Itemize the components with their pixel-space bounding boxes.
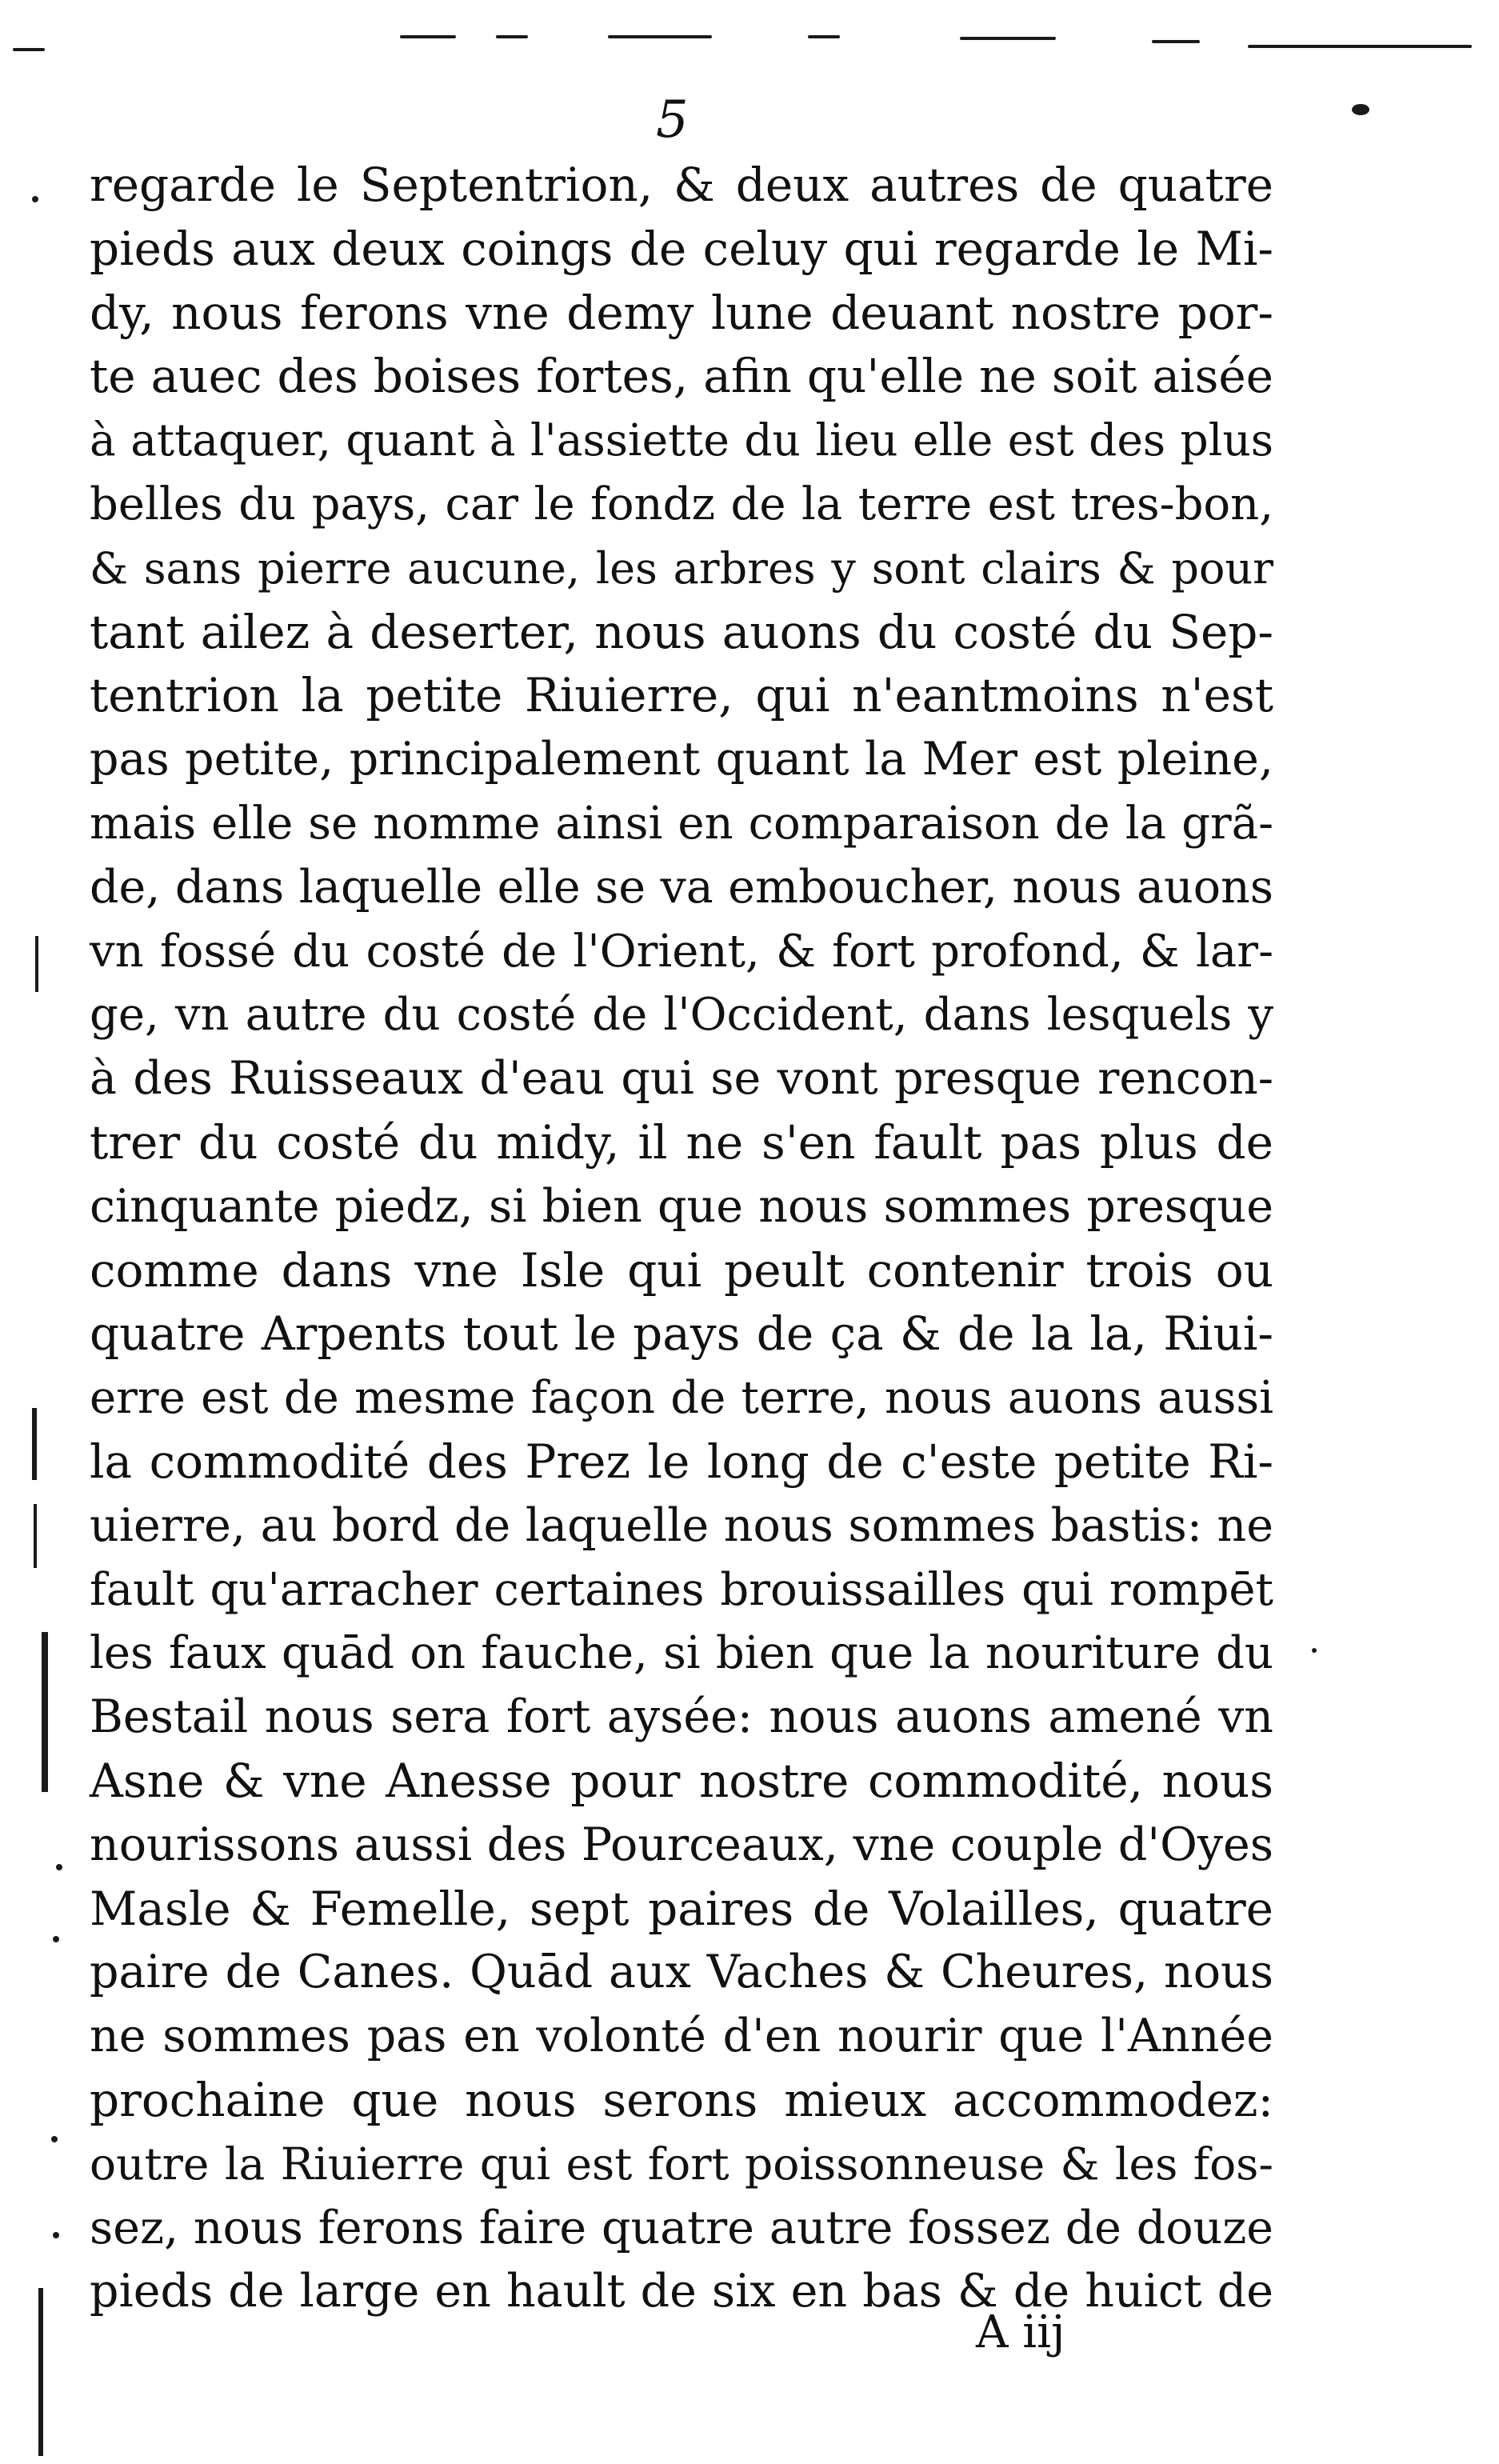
- text-line: ne sommes pas en volonté d'en nourir que l'Année: [90, 2010, 1273, 2063]
- scan-speck: [1352, 104, 1369, 115]
- scan-artifact-top-left: [13, 48, 45, 51]
- scan-speck: [53, 1936, 59, 1942]
- text-line: dy, nous ferons vne demy lune deuant nostre por-: [90, 285, 1273, 340]
- scan-speck: [51, 2136, 58, 2142]
- text-line: prochaine que nous serons mieux accommodez:: [90, 2072, 1273, 2127]
- text-line: à des Ruisseaux d'eau qui se vont presque rencon-: [90, 1052, 1273, 1106]
- text-line: la commodité des Prez le long de c'este petite Ri-: [90, 1434, 1273, 1489]
- scan-artifact-margin: [34, 1504, 37, 1568]
- text-line: Masle & Femelle, sept paires de Volailles, quatre: [90, 1881, 1273, 1936]
- text-line: Bestail nous sera fort aysée: nous auons amené vn: [90, 1690, 1273, 1744]
- text-line: à attaquer, quant à l'assiette du lieu elle est des plus: [90, 414, 1273, 466]
- text-line: comme dans vne Isle qui peult contenir trois ou: [90, 1242, 1273, 1298]
- page-body-text: [90, 154, 1273, 2324]
- text-line: regarde le Septentrion, & deux autres de quatre: [90, 158, 1273, 212]
- text-line: te auec des boises fortes, afin qu'elle ne soit aisée: [90, 349, 1273, 404]
- text-line: pas petite, principalement quant la Mer est pleine,: [90, 733, 1273, 786]
- scan-artifact-top-rule: [496, 35, 528, 38]
- scan-artifact-margin: [35, 936, 38, 992]
- scan-artifact-top-rule: [960, 37, 1056, 40]
- text-line: fault qu'arracher certaines brouissailles qui rompēt: [90, 1563, 1273, 1616]
- text-line: outre la Riuierre qui est fort poissonneuse & les fos-: [90, 2138, 1273, 2190]
- text-line: pieds aux deux coings de celuy qui regarde le Mi-: [90, 221, 1273, 276]
- scan-speck: [56, 1864, 62, 1870]
- scan-speck: [1312, 1648, 1317, 1653]
- text-line: uierre, au bord de laquelle nous sommes bastis: ne: [90, 1498, 1273, 1552]
- text-line: nourissons aussi des Pourceaux, vne couple d'Oyes: [90, 1818, 1273, 1871]
- scan-artifact-top-rule: [608, 35, 712, 38]
- scan-artifact-margin: [32, 1408, 37, 1480]
- text-line: cinquante piedz, si bien que nous sommes presque: [90, 1179, 1273, 1233]
- text-line: paire de Canes. Quād aux Vaches & Cheures, nous: [90, 1946, 1273, 1999]
- text-line: trer du costé du midy, il ne s'en fault pas plus de: [90, 1114, 1273, 1170]
- text-line: belles du pays, car le fondz de la terre est tres-bon,: [90, 478, 1273, 530]
- scan-artifact-margin: [38, 2288, 43, 2456]
- text-line: les faux quād on fauche, si bien que la nouriture du: [90, 1627, 1273, 1680]
- text-line: tentrion la petite Riuierre, qui n'eantmoins n'est: [90, 668, 1273, 723]
- scan-speck: [32, 196, 38, 202]
- scan-artifact-top-rule: [1152, 40, 1200, 43]
- text-line: pieds de large en hault de six en bas & de huict de: [90, 2265, 1273, 2318]
- text-line: & sans pierre aucune, les arbres y sont clairs & pour: [90, 542, 1273, 594]
- text-line: sez, nous ferons faire quatre autre fossez de douze: [90, 2201, 1273, 2254]
- text-line: Asne & vne Anesse pour nostre commodité, nous: [90, 1753, 1273, 1808]
- scan-artifact-top-rule: [1248, 45, 1472, 48]
- scan-artifact-top-rule: [808, 35, 840, 38]
- text-line: erre est de mesme façon de terre, nous auons aussi: [90, 1372, 1273, 1425]
- text-line: ge, vn autre du costé de l'Occident, dans lesquels y: [90, 989, 1273, 1042]
- text-line: de, dans laquelle elle se va emboucher, nous auons: [90, 860, 1273, 914]
- signature-mark: A iij: [976, 2306, 1065, 2358]
- text-line: tant ailez à deserter, nous auons du costé du Sep-: [90, 604, 1273, 659]
- scan-speck: [53, 2232, 59, 2238]
- page-number: 5: [656, 90, 689, 150]
- scan-artifact-margin: [42, 1632, 48, 1792]
- text-line: quatre Arpents tout le pays de ça & de la la, Riui-: [90, 1306, 1273, 1362]
- text-line: vn fossé du costé de l'Orient, & fort profond, & lar-: [90, 925, 1273, 978]
- text-line: mais elle se nomme ainsi en comparaison de la grã-: [90, 797, 1273, 850]
- scan-artifact-top-rule: [400, 35, 456, 38]
